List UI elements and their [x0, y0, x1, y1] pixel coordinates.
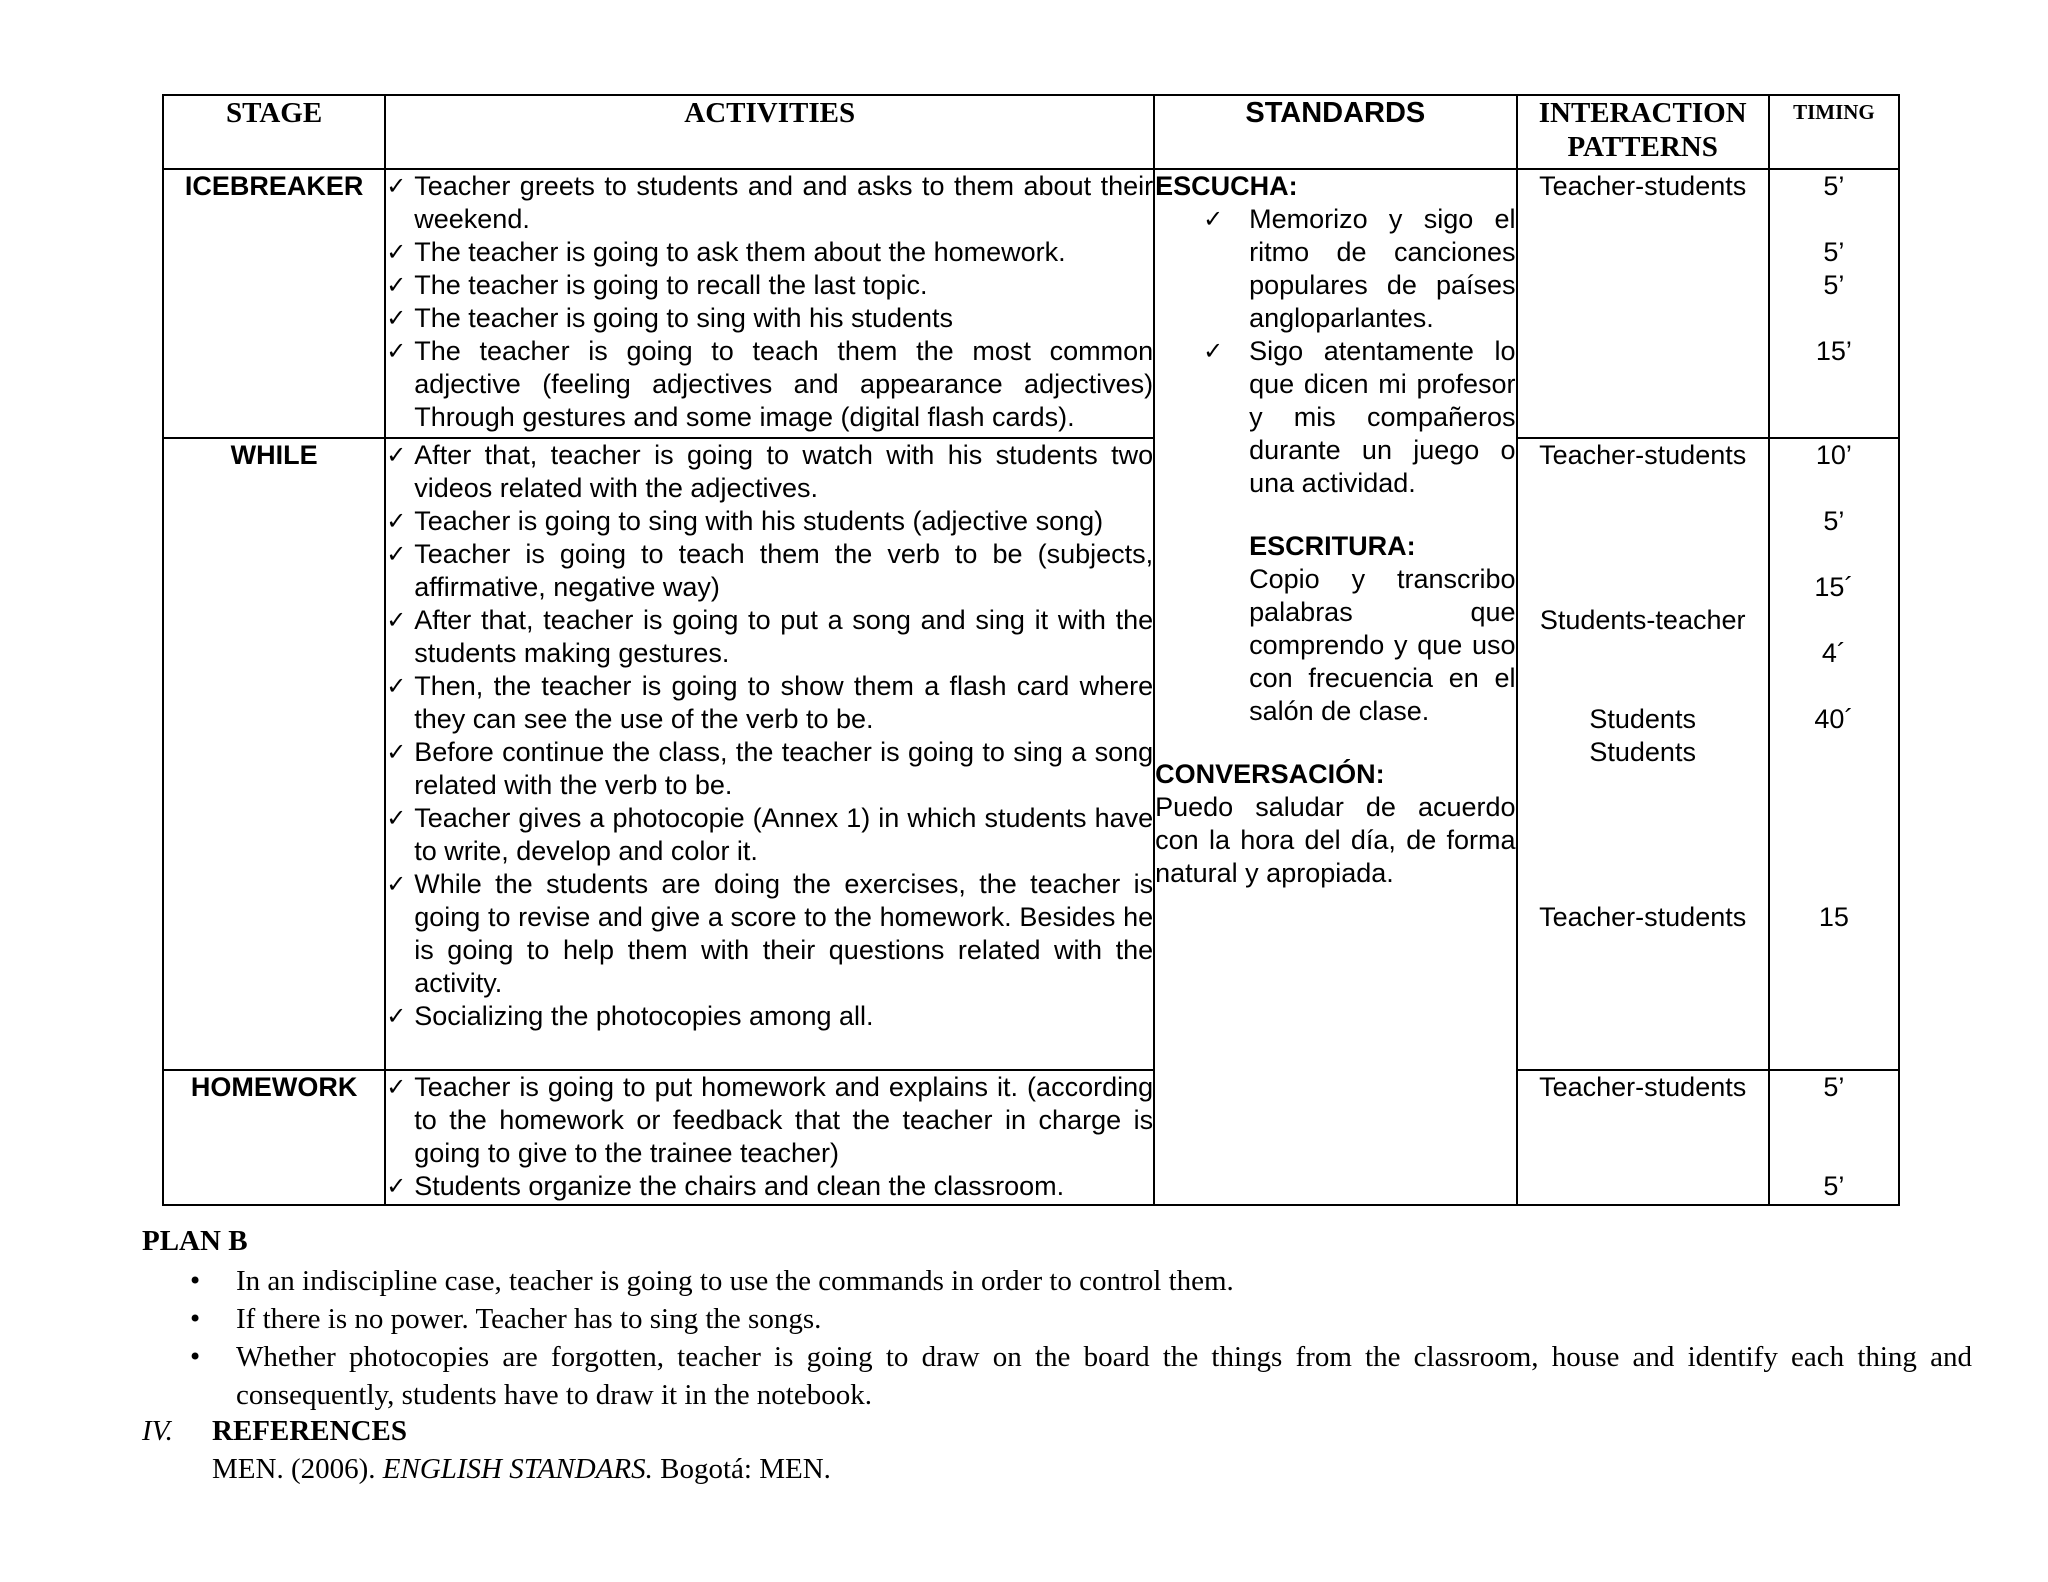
- list-item: ✓ After that, teacher is going to watch with his students two videos related with the adjectives.: [386, 440, 1154, 503]
- list-item: ✓ Sigo atentamente lo que dicen mi profesor y mis compañeros durante un juego o una actividad.: [1203, 336, 1516, 498]
- list-item: ✓ Teacher greets to students and and asks to them about their weekend.: [386, 171, 1154, 234]
- list-item: ✓ Then, the teacher is going to show them a flash card where they can see the use of the verb to be.: [386, 671, 1154, 734]
- reference-entry: MEN. (2006). ENGLISH STANDARS. Bogotá: MEN.: [212, 1453, 831, 1485]
- check-icon: ✓: [386, 172, 407, 200]
- spacer: [1155, 500, 1515, 530]
- check-icon: ✓: [1203, 205, 1224, 233]
- list-item: ✓ Students organize the chairs and clean the classroom.: [386, 1171, 1065, 1201]
- interaction-homework: Teacher-students: [1517, 1070, 1769, 1205]
- list-item: ✓ While the students are doing the exercises, the teacher is going to revise and give a score to the homework. Besides he is going to help them with their questions related with the activity.: [386, 869, 1154, 998]
- list-item: • Whether photocopies are forgotten, teacher is going to draw on the board the things from the classroom, house and identify each thing and consequently, students have to draw it in the notebook.: [142, 1338, 1972, 1414]
- standards-cell: [1154, 169, 1516, 1205]
- list-item: ✓ Teacher is going to put homework and explains it. (according to the homework or feedback that the teacher in charge is going to give to the trainee teacher): [386, 1072, 1154, 1168]
- check-icon: ✓: [386, 304, 407, 332]
- table-row-homework: [163, 1070, 1899, 1205]
- plan-b-title: PLAN B: [142, 1225, 248, 1257]
- stage-homework: HOMEWORK: [163, 1070, 385, 1205]
- header-interaction-line1: INTERACTION: [1538, 97, 1747, 129]
- check-icon: ✓: [386, 1172, 407, 1200]
- activities-homework: [385, 1070, 1154, 1205]
- header-interaction-patterns: [1517, 95, 1769, 169]
- standard-escucha-list: [1155, 203, 1515, 500]
- list-item: • In an indiscipline case, teacher is going to use the commands in order to control them.: [142, 1262, 1972, 1300]
- interaction-while: Teacher-students Students-teacher Students Students Teacher-students: [1517, 438, 1769, 1070]
- bullet-icon: •: [188, 1305, 203, 1333]
- check-icon: ✓: [386, 804, 407, 832]
- bullet-icon: •: [188, 1267, 203, 1295]
- standard-conversacion-title: CONVERSACIÓN:: [1155, 759, 1385, 789]
- list-item: • If there is no power. Teacher has to sing the songs.: [142, 1300, 1972, 1338]
- check-icon: ✓: [386, 540, 407, 568]
- reference-title: ENGLISH STANDARS.: [382, 1453, 653, 1485]
- check-icon: ✓: [386, 1002, 407, 1030]
- header-standards: STANDARDS: [1154, 95, 1516, 169]
- check-icon: ✓: [386, 271, 407, 299]
- timing-homework: 5’ 5’: [1769, 1070, 1899, 1205]
- list-item: ✓ The teacher is going to teach them the most common adjective (feeling adjectives and appearance adjectives) Through gestures and some image (digital flash cards).: [386, 336, 1154, 432]
- list-item: ✓ Teacher gives a photocopie (Annex 1) in which students have to write, develop and color it.: [386, 803, 1154, 866]
- timing-while: 10’ 5’ 15´ 4´ 40´ 15: [1769, 438, 1899, 1070]
- standard-conversacion-text: Puedo saludar de acuerdo con la hora del día, de forma natural y apropiada.: [1155, 792, 1516, 888]
- activity-list-icebreaker: [386, 170, 1153, 434]
- interaction-icebreaker: Teacher-students: [1517, 169, 1769, 438]
- table-header-row: [163, 95, 1899, 169]
- check-icon: ✓: [386, 238, 407, 266]
- standard-escritura-text: Copio y transcribo palabras que comprendo y que uso con frecuencia en el salón de clase.: [1249, 564, 1516, 726]
- activities-while: [385, 438, 1154, 1070]
- list-item: ✓ The teacher is going to sing with his students: [386, 303, 954, 333]
- plan-b-list: [142, 1262, 1972, 1414]
- check-icon: ✓: [386, 870, 407, 898]
- header-timing: TIMING: [1769, 95, 1899, 169]
- stage-while: WHILE: [163, 438, 385, 1070]
- activity-list-homework: [386, 1071, 1153, 1203]
- check-icon: ✓: [386, 507, 407, 535]
- list-item: ✓ Teacher is going to sing with his students (adjective song): [386, 506, 1104, 536]
- references-heading: [142, 1412, 1972, 1450]
- bullet-icon: •: [188, 1343, 203, 1371]
- check-icon: ✓: [386, 606, 407, 634]
- table-row-icebreaker: [163, 169, 1899, 438]
- list-item: ✓ Socializing the photocopies among all.: [386, 1001, 874, 1031]
- header-interaction-line2: PATTERNS: [1567, 131, 1718, 163]
- activity-list-while: [386, 439, 1153, 1033]
- references-title: REFERENCES: [212, 1415, 407, 1447]
- header-stage: STAGE: [163, 95, 385, 169]
- section-number: IV.: [142, 1415, 173, 1447]
- check-icon: ✓: [386, 672, 407, 700]
- list-item: ✓ The teacher is going to ask them about the homework.: [386, 237, 1066, 267]
- check-icon: ✓: [386, 738, 407, 766]
- header-activities: ACTIVITIES: [385, 95, 1154, 169]
- check-icon: ✓: [1203, 337, 1224, 365]
- standard-escritura-title: ESCRITURA:: [1249, 531, 1416, 561]
- spacer: [1155, 728, 1515, 758]
- timing-icebreaker: 5’ 5’ 5’ 15’: [1769, 169, 1899, 438]
- stage-icebreaker: ICEBREAKER: [163, 169, 385, 438]
- list-item: ✓ Teacher is going to teach them the verb to be (subjects, affirmative, negative way): [386, 539, 1154, 602]
- list-item: ✓ The teacher is going to recall the last topic.: [386, 270, 928, 300]
- list-item: ✓ Before continue the class, the teacher is going to sing a song related with the verb to be.: [386, 737, 1154, 800]
- check-icon: ✓: [386, 441, 407, 469]
- activities-icebreaker: [385, 169, 1154, 438]
- standards-content: [1155, 170, 1515, 890]
- list-item: ✓ Memorizo y sigo el ritmo de canciones populares de países angloparlantes.: [1203, 204, 1516, 333]
- check-icon: ✓: [386, 337, 407, 365]
- check-icon: ✓: [386, 1073, 407, 1101]
- standard-escucha-title: ESCUCHA:: [1155, 171, 1298, 201]
- table-row-while: [163, 438, 1899, 1070]
- lesson-plan-table: [162, 94, 1900, 1206]
- list-item: ✓ After that, teacher is going to put a song and sing it with the students making gestures.: [386, 605, 1154, 668]
